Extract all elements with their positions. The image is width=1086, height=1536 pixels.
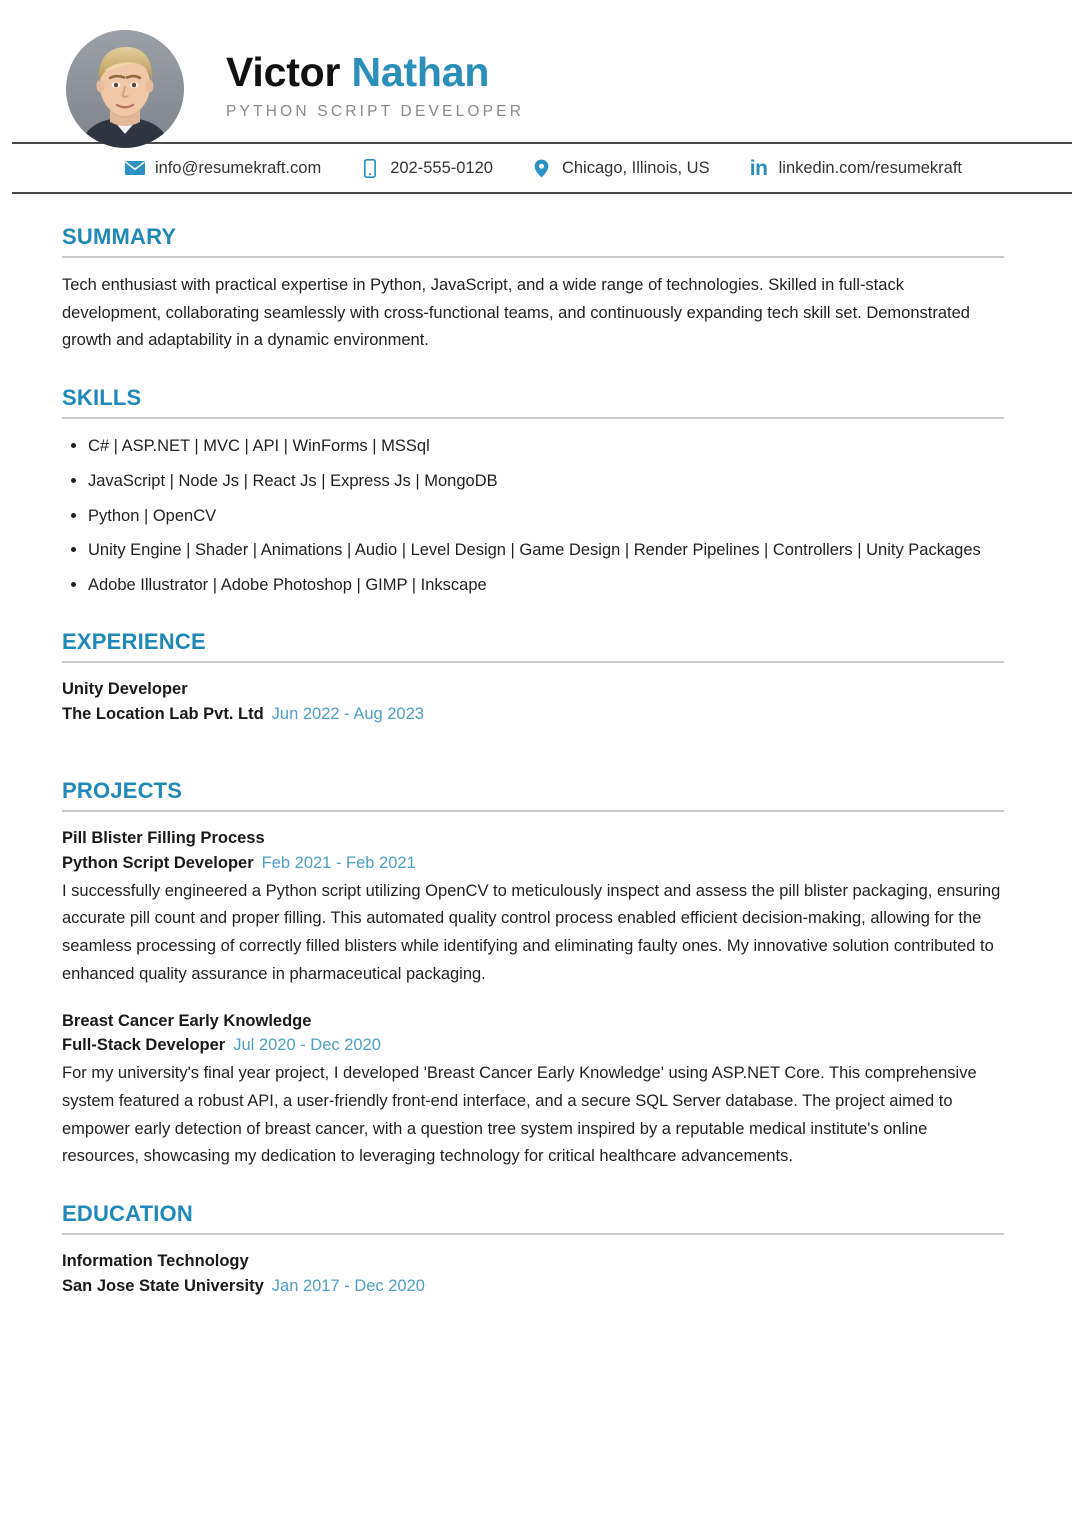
entry-degree: Information Technology xyxy=(62,1252,249,1270)
list-item: C# | ASP.NET | MVC | API | WinForms | MSSql xyxy=(88,433,1004,460)
section-skills xyxy=(62,385,1004,599)
project-entry xyxy=(62,1009,1004,1171)
entry-role: Unity Developer xyxy=(62,679,188,698)
education-entry xyxy=(62,1249,1004,1299)
entry-dates: Feb 2021 - Feb 2021 xyxy=(261,854,416,872)
section-title-summary: SUMMARY xyxy=(62,224,177,249)
entry-org: Python Script Developer xyxy=(62,854,254,872)
entry-description: For my university's final year project, I developed 'Breast Cancer Early Knowledge' using ASP.NET Core. This comprehensive system featured a robust API, a user-friendly front-end interface, and a secure SQL Server database. The project aimed to empower early detection of breast cancer, with a question tree system inspired by a reputable medical institute's online resources, showcasing my dedication to leveraging technology for critical healthcare advancements. xyxy=(62,1064,977,1166)
project-entry xyxy=(62,826,1004,988)
resume-header xyxy=(0,0,1086,142)
entry-org: Full-Stack Developer xyxy=(62,1036,226,1055)
section-summary xyxy=(62,224,1004,355)
list-item: Unity Engine | Shader | Animations | Audio | Level Design | Game Design | Render Pipelines | Controllers | Unity Packages xyxy=(88,537,1004,564)
job-title: PYTHON SCRIPT DEVELOPER xyxy=(226,103,525,121)
section-education xyxy=(62,1201,1004,1299)
name-block xyxy=(226,48,525,127)
section-rule xyxy=(62,1233,1004,1235)
linkedin-glyph: in xyxy=(749,156,768,180)
entry-dates: Jun 2022 - Aug 2023 xyxy=(271,704,424,723)
list-item: Python | OpenCV xyxy=(88,503,1004,530)
resume-body xyxy=(0,224,1086,1299)
entry-dates: Jan 2017 - Dec 2020 xyxy=(271,1276,425,1295)
email-icon xyxy=(124,158,146,178)
section-title-projects: PROJECTS xyxy=(62,778,183,804)
experience-entry xyxy=(62,677,1004,727)
phone-icon xyxy=(359,158,381,178)
entry-subline xyxy=(62,702,1004,727)
entry-role: Breast Cancer Early Knowledge xyxy=(62,1011,312,1030)
entry-org: The Location Lab Pvt. Ltd xyxy=(62,704,264,723)
avatar xyxy=(66,30,184,148)
section-rule xyxy=(62,810,1004,812)
first-name: Victor xyxy=(226,48,341,95)
section-title-skills: SKILLS xyxy=(62,385,142,411)
location-icon xyxy=(531,158,553,178)
section-rule xyxy=(62,661,1004,663)
contact-linkedin-value: linkedin.com/resumekraft xyxy=(778,158,963,177)
section-rule xyxy=(62,417,1004,419)
contact-email[interactable] xyxy=(124,158,321,178)
contact-email-value: info@resumekraft.com xyxy=(154,158,322,177)
contact-linkedin[interactable] xyxy=(748,158,962,178)
section-title-experience: EXPERIENCE xyxy=(62,628,206,654)
summary-text: Tech enthusiast with practical expertise in Python, JavaScript, and a wide range of technologies. Skilled in full-stack development, collaborating seamlessly with cross-functional teams, and continuously expanding tech skill set. Demonstrated growth and adaptability in a dynamic environment. xyxy=(62,276,970,350)
contact-phone-value: 202-555-0120 xyxy=(390,158,493,177)
last-name: Nathan xyxy=(351,48,490,95)
entry-description: I successfully engineered a Python script utilizing OpenCV to meticulously inspect and assess the pill blister packaging, ensuring accurate pill count and proper filling. This automated quality control process enabled efficient decision-making, allowing for the seamless processing of correctly filled blisters while identifying and eliminating faulty ones. My innovative solution contributed to enhanced quality assurance in pharmaceutical packaging. xyxy=(62,881,1001,983)
contact-phone[interactable] xyxy=(359,158,493,178)
section-experience xyxy=(62,629,1004,749)
contact-location[interactable] xyxy=(531,158,710,178)
contact-rule-bottom xyxy=(12,192,1072,194)
section-projects xyxy=(62,778,1004,1171)
entry-role: Pill Blister Filling Process xyxy=(62,829,265,848)
skills-list xyxy=(62,433,1004,599)
entry-dates: Jul 2020 - Dec 2020 xyxy=(233,1036,381,1055)
profile-photo-icon xyxy=(66,30,184,148)
page-title xyxy=(226,48,524,95)
section-title-education: EDUCATION xyxy=(62,1201,193,1226)
list-item: Adobe Illustrator | Adobe Photoshop | GIMP | Inkscape xyxy=(88,572,1004,599)
spacer xyxy=(62,746,1004,748)
list-item: JavaScript | Node Js | React Js | Express Js | MongoDB xyxy=(88,468,1004,495)
entry-subline xyxy=(62,1274,1004,1299)
entry-subline xyxy=(62,1033,1004,1058)
contact-location-value: Chicago, Illinois, US xyxy=(561,158,710,177)
entry-subline xyxy=(62,851,1004,876)
contact-bar xyxy=(0,144,1086,192)
section-rule xyxy=(62,256,1004,258)
linkedin-icon xyxy=(748,158,770,178)
entry-school: San Jose State University xyxy=(62,1276,264,1295)
